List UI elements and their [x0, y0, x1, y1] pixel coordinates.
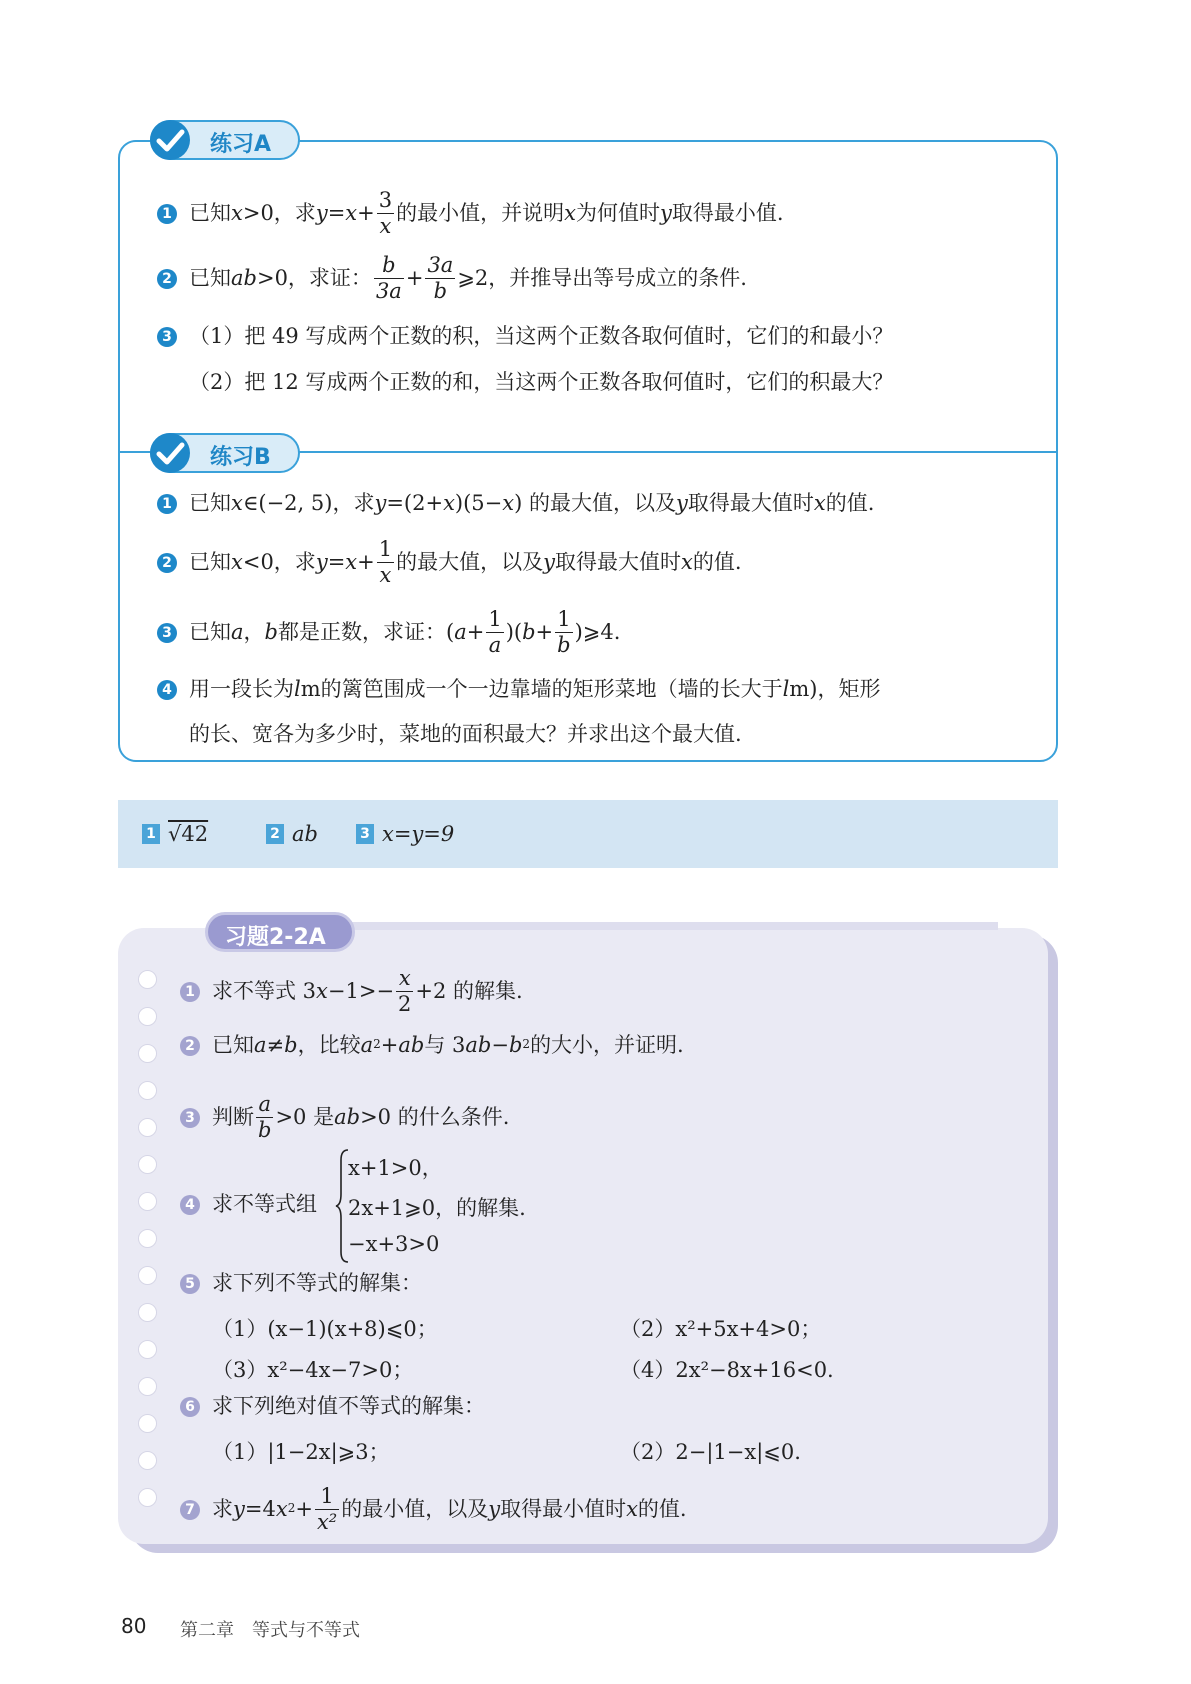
binder-hole [138, 1488, 157, 1507]
chapter-title: 第二章 等式与不等式 [180, 1620, 360, 1641]
text-part: 求不等式组 [212, 1192, 317, 1216]
item-number-badge: 4 [157, 680, 177, 700]
practice-a-item-3 [157, 326, 893, 347]
var-b: b [284, 1033, 298, 1057]
var-y: y [488, 1497, 501, 1521]
item-number-badge: 3 [157, 327, 177, 347]
text-part: ， [243, 620, 265, 644]
denominator: x [379, 214, 392, 238]
numerator: a [256, 1094, 273, 1118]
text-part: 求下列绝对值不等式的解集： [212, 1394, 485, 1418]
var-a: a [360, 1033, 374, 1057]
exercise-item-2 [180, 1035, 684, 1056]
var-ab: ab [334, 1105, 361, 1129]
numerator: b [374, 255, 404, 279]
denominator: b [433, 279, 448, 303]
text-part: 的大小，并证明. [530, 1033, 684, 1057]
text-part: =4 [244, 1497, 276, 1521]
binder-hole [138, 1377, 157, 1396]
answer-number-box: 1 [142, 824, 160, 844]
item-number-badge: 2 [157, 269, 177, 289]
var-y: y [675, 491, 688, 515]
numerator: 3a [427, 253, 454, 277]
answer-text: √42 [168, 822, 209, 846]
practice-b-item-4-line-2: 的长、宽各为多少时，菜地的面积最大？并求出这个最大值. [189, 722, 742, 746]
var-x: x [345, 201, 358, 225]
binder-hole [138, 1266, 157, 1285]
text-part: >0，求证： [256, 266, 372, 290]
fraction [374, 255, 404, 302]
binder-hole [138, 1118, 157, 1137]
var-b: b [264, 620, 278, 644]
item-number-badge: 1 [157, 494, 177, 514]
answer-3 [356, 822, 454, 846]
text-part: )(5− [454, 491, 503, 515]
sub-question: （1）|1−2x|⩾3； [212, 1440, 390, 1464]
var-x: x [502, 491, 515, 515]
item-number-badge: 5 [180, 1274, 200, 1294]
var-x: x [564, 201, 576, 225]
sub-question: （2）x²+5x+4>0； [620, 1317, 822, 1341]
answer-2 [266, 822, 318, 846]
text-part: >0，求 [242, 201, 316, 225]
item-number-badge: 2 [180, 1036, 200, 1056]
system-row-2: 2x+1⩾0，的解集. [348, 1196, 526, 1220]
var-b: b [508, 1033, 523, 1057]
text-part: 取得最大值时 [687, 491, 814, 515]
practice-b-title: 练习B [210, 445, 271, 470]
answer-band [118, 800, 1058, 868]
item-number-badge: 1 [180, 982, 200, 1002]
exercise-item-5 [180, 1273, 422, 1294]
practice-a-item-2 [157, 255, 747, 302]
text-part: 判断 [212, 1105, 254, 1129]
text-part: ⩾2，并推导出等号成立的条件. [457, 266, 747, 290]
text-part: 已知 [189, 550, 231, 574]
var-x: x [345, 550, 358, 574]
var-x: x [231, 201, 243, 225]
exercise-tag [205, 912, 355, 952]
item-number-badge: 4 [180, 1195, 200, 1215]
var-x: x [443, 491, 455, 515]
exercise-item-4 [180, 1194, 317, 1215]
fraction [377, 190, 394, 237]
var-ab: ab [465, 1033, 492, 1057]
text-part: 与 3 [424, 1033, 466, 1057]
var-y: y [315, 201, 328, 225]
binder-hole [138, 1192, 157, 1211]
text-part: ≠ [266, 1033, 285, 1057]
text-part: )⩾4. [574, 620, 621, 644]
text-part: 已知 [189, 620, 231, 644]
answer-number-box: 3 [356, 824, 374, 844]
var-b: b [522, 620, 536, 644]
exercise-title: 习题2-2A [225, 925, 326, 950]
text-part: >0 是 [275, 1105, 335, 1129]
answer-text: ab [292, 822, 318, 846]
denominator: 3a [375, 279, 402, 303]
var-x: x [681, 550, 693, 574]
var-y: y [374, 491, 387, 515]
text-part: 都是正数，求证：( [277, 620, 455, 644]
exponent: 2 [373, 1036, 381, 1051]
denominator: x [379, 563, 392, 587]
var-a: a [254, 1033, 267, 1057]
fraction [425, 255, 455, 302]
fraction [315, 1486, 339, 1533]
item-number-badge: 1 [157, 204, 177, 224]
text-part: =(2+ [386, 491, 444, 515]
item-number-badge: 7 [180, 1500, 200, 1520]
text-part: ∈(−2, 5)，求 [242, 491, 375, 515]
text-part: = [327, 201, 346, 225]
numerator: 1 [555, 609, 572, 633]
item-number-badge: 2 [157, 553, 177, 573]
sub-question: （2）2−|1−x|⩽0. [620, 1440, 801, 1464]
text-part: 用一段长为 [189, 677, 294, 701]
inequality-system [331, 1152, 571, 1262]
binder-hole [138, 1155, 157, 1174]
var-a: a [454, 620, 467, 644]
text-part: ，比较 [297, 1033, 361, 1057]
pencil-check-icon [150, 120, 190, 160]
exercise-item-6 [180, 1396, 485, 1417]
practice-b-item-4 [157, 679, 880, 700]
denominator: b [557, 633, 571, 657]
text-part: 取得最大值时 [555, 550, 681, 574]
numerator: 1 [378, 537, 393, 561]
binder-hole [138, 1007, 157, 1026]
text-part: + [466, 620, 485, 644]
fraction [396, 968, 413, 1015]
system-row-3: −x+3>0 [348, 1232, 440, 1256]
var-a: a [231, 620, 244, 644]
text-part: m)，矩形 [789, 677, 881, 701]
binder-hole [138, 970, 157, 989]
denominator: b [258, 1118, 272, 1142]
text-part: − [491, 1033, 509, 1057]
binder-hole [138, 1414, 157, 1433]
text-part: 已知 [212, 1033, 254, 1057]
practice-b-tag [150, 433, 300, 473]
text-part: 求不等式 3 [212, 979, 317, 1003]
text-part: 的最大值，以及 [396, 550, 544, 574]
page-number: 80 [121, 1614, 147, 1638]
practice-b-item-3 [157, 609, 620, 656]
text-part: 取得最小值. [671, 201, 784, 225]
var-ab: ab [398, 1033, 425, 1057]
sub-question: （4）2x²−8x+16<0. [620, 1358, 834, 1382]
exponent: 2 [287, 1500, 296, 1515]
exercise-item-7 [180, 1486, 687, 1533]
text-part: −1>− [327, 979, 395, 1003]
practice-a-item-1 [157, 190, 784, 237]
var-x: x [231, 550, 243, 574]
text-part: 已知 [189, 491, 231, 515]
text-part: 的最小值，以及 [341, 1497, 489, 1521]
exercise-item-1 [180, 968, 523, 1015]
binder-hole [138, 1044, 157, 1063]
denominator: 2 [398, 992, 412, 1016]
pencil-check-icon [150, 433, 190, 473]
numerator: 3 [378, 188, 393, 212]
text-part: 取得最小值时 [500, 1497, 627, 1521]
binder-hole [138, 1303, 157, 1322]
text-part: m的篱笆围成一个一边靠墙的矩形菜地（墙的长大于 [300, 677, 783, 701]
binder-hole [138, 1340, 157, 1359]
text-part: +2 的解集. [415, 979, 523, 1003]
exercise-header-bar [330, 922, 998, 930]
var-y: y [315, 550, 328, 574]
var-y: y [543, 550, 555, 574]
text-part: 的值. [637, 1497, 687, 1521]
text-part: 已知 [189, 266, 231, 290]
var-y: y [233, 1497, 245, 1521]
text-part: ) 的最大值，以及 [514, 491, 676, 515]
text-part: 求 [212, 1497, 233, 1521]
text-part: + [357, 550, 375, 574]
var-x: x [231, 491, 243, 515]
sub-question: （1）(x−1)(x+8)⩽0； [212, 1317, 438, 1341]
practice-a-tag [150, 120, 300, 160]
text-part: + [380, 1033, 399, 1057]
text-part: 求下列不等式的解集： [212, 1271, 422, 1295]
item-number-badge: 3 [180, 1108, 200, 1128]
practice-b-item-1 [157, 493, 874, 514]
text-part: 的最小值，并说明 [396, 201, 565, 225]
sub-question: （3）x²−4x−7>0； [212, 1358, 414, 1382]
text-line: （1）把 49 写成两个正数的积，当这两个正数各取何值时，它们的和最小？ [189, 324, 894, 348]
practice-a-item-3-line-2: （2）把 12 写成两个正数的和，当这两个正数各取何值时，它们的积最大？ [189, 370, 894, 394]
practice-b-item-2 [157, 539, 742, 586]
var-x: x [316, 979, 328, 1003]
text-part: >0 的什么条件. [360, 1105, 510, 1129]
denominator: x² [316, 1510, 338, 1534]
exponent: 2 [522, 1036, 531, 1051]
var-l: l [782, 677, 790, 701]
system-row-1: x+1>0， [348, 1156, 443, 1180]
text-part: <0，求 [242, 550, 316, 574]
text-part: = [327, 550, 346, 574]
var-x: x [813, 491, 826, 515]
numerator: 1 [488, 607, 502, 631]
fraction [256, 1094, 273, 1141]
answer-number-box: 2 [266, 824, 284, 844]
var-x: x [275, 1497, 288, 1521]
fraction [486, 609, 503, 656]
plus-sign: + [405, 266, 424, 290]
var-l: l [294, 677, 301, 701]
text-part: 的值. [825, 491, 875, 515]
text-part: + [295, 1497, 313, 1521]
exercise-item-3 [180, 1094, 509, 1141]
item-number-badge: 6 [180, 1397, 200, 1417]
denominator: a [488, 633, 502, 657]
text-part: 为何值时 [575, 201, 660, 225]
numerator: 1 [315, 1486, 339, 1510]
answer-1 [142, 822, 208, 846]
text-part: 的值. [692, 550, 742, 574]
practice-a-title: 练习A [210, 132, 272, 157]
binder-hole [138, 1081, 157, 1100]
fraction [377, 539, 394, 586]
numerator: x [396, 968, 413, 992]
text-part: + [357, 201, 375, 225]
binder-hole [138, 1229, 157, 1248]
var-x: x [626, 1497, 638, 1521]
text-part: )( [505, 620, 523, 644]
text-part: + [535, 620, 554, 644]
item-number-badge: 3 [157, 623, 177, 643]
var-y: y [659, 201, 672, 225]
text-part: 已知 [189, 201, 231, 225]
fraction [555, 609, 572, 656]
binder-hole [138, 1451, 157, 1470]
answer-text: x=y=9 [382, 822, 455, 846]
var-ab: ab [231, 266, 257, 290]
